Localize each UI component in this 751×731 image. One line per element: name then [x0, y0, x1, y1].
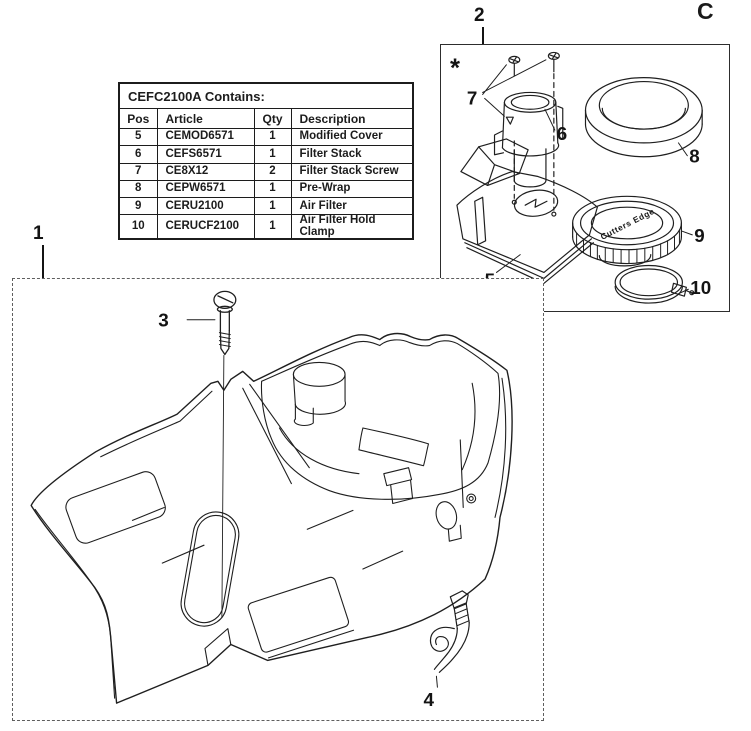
cell-description: Modified Cover [291, 129, 413, 146]
cell-article: CEPW6571 [157, 180, 254, 197]
saw-top-cover-drawing [13, 279, 543, 720]
callout-10-label: 10 [690, 277, 712, 299]
top-cover-details-drawing [35, 340, 506, 698]
cover-screw-drawing [214, 291, 236, 617]
table-row [119, 198, 413, 215]
filter-stack-screws-drawing [509, 52, 559, 75]
assembly-detail-drawing [441, 45, 729, 311]
callout-4-label: 4 [423, 689, 435, 711]
table-row [119, 180, 413, 197]
table-row [119, 146, 413, 163]
cell-qty: 1 [254, 215, 291, 240]
cell-description: Filter Stack [291, 146, 413, 163]
col-header-qty: Qty [254, 109, 291, 129]
cell-qty: 1 [254, 198, 291, 215]
cell-qty: 1 [254, 146, 291, 163]
col-header-article: Article [157, 109, 254, 129]
cell-qty: 1 [254, 180, 291, 197]
assembly-detail-box [440, 44, 730, 312]
cell-pos: 9 [119, 198, 157, 215]
hold-clamp-drawing [615, 266, 694, 304]
callout-2-label: 2 [474, 5, 485, 26]
page-section-letter: C [697, 0, 714, 24]
callout-8-label: 8 [689, 145, 700, 167]
saw-top-cover-box [12, 278, 544, 721]
cell-description: Air Filter [291, 198, 413, 215]
cell-article: CEFS6571 [157, 146, 254, 163]
assembly-guide-lines [514, 74, 554, 210]
cell-article: CERUCF2100 [157, 215, 254, 240]
cell-description: Air Filter Hold Clamp [291, 215, 413, 240]
table-row [119, 129, 413, 146]
cell-qty: 2 [254, 163, 291, 180]
cell-article: CEMOD6571 [157, 129, 254, 146]
top-cover-body-drawing [31, 334, 512, 704]
cell-pos: 6 [119, 146, 157, 163]
cell-pos: 5 [119, 129, 157, 146]
callout-1-leader-line [42, 245, 44, 278]
pre-wrap-drawing [585, 78, 702, 157]
asterisk-note: * [450, 54, 461, 83]
table-row [119, 215, 413, 240]
cell-pos: 7 [119, 163, 157, 180]
callout-9-label: 9 [694, 224, 705, 246]
parts-table [118, 82, 414, 240]
callout-6-label: 6 [556, 122, 568, 144]
callout-3-label: 3 [158, 309, 169, 331]
air-filter-brand-text: Cutters Edge [598, 205, 657, 242]
cell-description: Pre-Wrap [291, 180, 413, 197]
air-filter-drawing [573, 196, 682, 266]
cell-pos: 8 [119, 180, 157, 197]
table-header-row [119, 109, 413, 129]
table-title-row [119, 83, 413, 109]
col-header-description: Description [291, 109, 413, 129]
cell-description: Filter Stack Screw [291, 163, 413, 180]
hold-clamp-clip-drawing [430, 591, 469, 672]
callout-1-label: 1 [33, 223, 44, 244]
col-header-pos: Pos [119, 109, 157, 129]
callout-7-label: 7 [466, 87, 478, 109]
callout-2-leader-line [482, 27, 484, 44]
table-title: CEFC2100A Contains: [119, 83, 413, 109]
cell-pos: 10 [119, 215, 157, 240]
table-row [119, 163, 413, 180]
modified-cover-drawing [457, 139, 597, 283]
cell-article: CE8X12 [157, 163, 254, 180]
cell-article: CERU2100 [157, 198, 254, 215]
cell-qty: 1 [254, 129, 291, 146]
